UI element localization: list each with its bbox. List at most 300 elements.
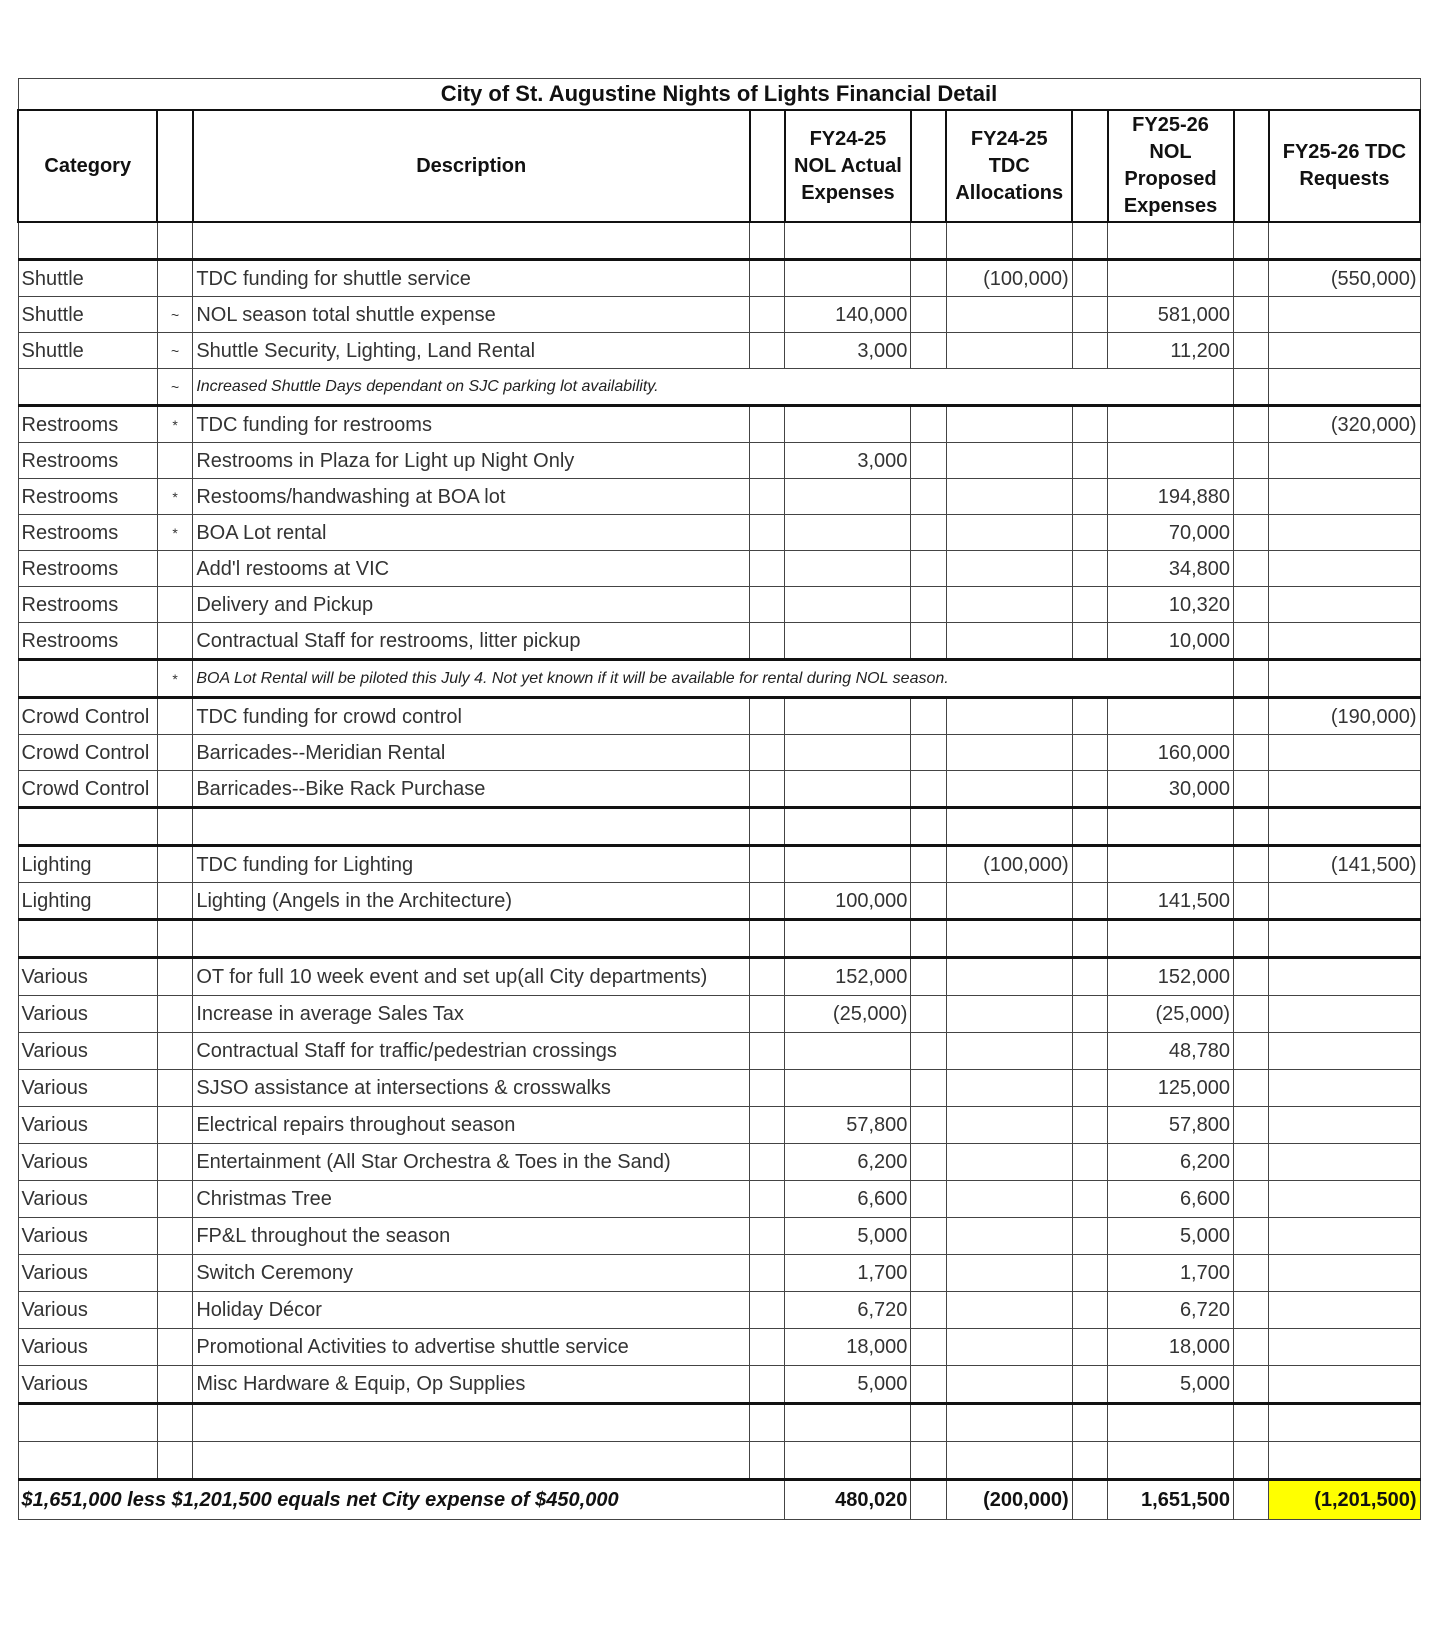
fy2526-tdc-cell [1269, 623, 1420, 660]
fy2526-proposed-cell: 1,700 [1108, 1255, 1234, 1292]
category-cell: Shuttle [18, 297, 157, 333]
fy2425-tdc-cell [946, 771, 1072, 808]
fy2526-proposed-cell: 125,000 [1108, 1070, 1234, 1107]
spacer-cell [1072, 260, 1107, 297]
spacer-cell [750, 1218, 785, 1255]
note-row [18, 369, 1420, 406]
description-cell: Restooms/handwashing at BOA lot [193, 479, 750, 515]
spacer-cell [1072, 1181, 1107, 1218]
empty-cell [18, 1442, 157, 1480]
row-marker [157, 883, 192, 920]
fy2526-proposed-cell: 57,800 [1108, 1107, 1234, 1144]
fy2526-proposed-cell: 10,320 [1108, 587, 1234, 623]
row-marker [157, 996, 192, 1033]
spacer-cell [1234, 479, 1269, 515]
fy2526-tdc-cell [1269, 1033, 1420, 1070]
spacer-cell [750, 260, 785, 297]
fy2425-tdc-cell [946, 1181, 1072, 1218]
empty-cell [1072, 1404, 1107, 1442]
spacer-cell [750, 406, 785, 443]
header-spacer [911, 110, 946, 222]
fy2425-actual-cell [785, 846, 911, 883]
spacer-cell [1234, 406, 1269, 443]
empty-cell [157, 1404, 192, 1442]
fy2526-proposed-cell: 11,200 [1108, 333, 1234, 369]
fy2526-tdc-cell [1269, 587, 1420, 623]
fy2425-actual-cell: 18,000 [785, 1329, 911, 1366]
fy2425-actual-cell [785, 479, 911, 515]
fy2526-proposed-cell [1108, 260, 1234, 297]
empty-cell [946, 1442, 1072, 1480]
fy2425-tdc-cell [946, 333, 1072, 369]
fy2425-tdc-cell: (100,000) [946, 260, 1072, 297]
empty-cell [946, 1404, 1072, 1442]
description-cell: Switch Ceremony [193, 1255, 750, 1292]
header-spacer [1072, 110, 1107, 222]
header-description: Description [193, 110, 750, 222]
spacer-cell [911, 515, 946, 551]
spacer-cell [750, 333, 785, 369]
fy2526-tdc-cell [1269, 958, 1420, 996]
spacer-cell [750, 1255, 785, 1292]
spacer-cell [1234, 515, 1269, 551]
totals-footnote: $1,651,000 less $1,201,500 equals net City expense of $450,000 [18, 1480, 785, 1520]
spacer-cell [1072, 846, 1107, 883]
header-spacer [750, 110, 785, 222]
fy2425-actual-cell [785, 515, 911, 551]
empty-cell [1108, 1404, 1234, 1442]
description-cell: Barricades--Meridian Rental [193, 735, 750, 771]
row-marker [157, 1218, 192, 1255]
fy2526-tdc-cell [1269, 996, 1420, 1033]
fy2425-tdc-cell [946, 479, 1072, 515]
spacer-cell [750, 1181, 785, 1218]
fy2526-proposed-cell: 152,000 [1108, 958, 1234, 996]
spacer-cell [1072, 1329, 1107, 1366]
spacer-cell [1234, 1255, 1269, 1292]
fy2425-actual-cell: 1,700 [785, 1255, 911, 1292]
description-cell: Entertainment (All Star Orchestra & Toes in the Sand) [193, 1144, 750, 1181]
spacer-cell [1072, 587, 1107, 623]
spacer-cell [1234, 771, 1269, 808]
spacer-cell [1072, 698, 1107, 735]
spacer-cell [750, 735, 785, 771]
spacer-cell [1234, 1329, 1269, 1366]
total-fy2526-tdc: (1,201,500) [1269, 1480, 1420, 1520]
empty-cell [1234, 1404, 1269, 1442]
table-row [18, 406, 1420, 443]
table-row [18, 260, 1420, 297]
spacer-cell [1072, 406, 1107, 443]
spacer-cell [1072, 1292, 1107, 1329]
empty-cell [1269, 920, 1420, 958]
spacer-cell [911, 297, 946, 333]
spacer-row [18, 1442, 1420, 1480]
fy2526-tdc-cell [1269, 1255, 1420, 1292]
spacer-cell [1234, 1480, 1269, 1520]
spacer-cell [1234, 587, 1269, 623]
category-cell: Various [18, 1292, 157, 1329]
category-cell: Crowd Control [18, 698, 157, 735]
description-cell: Contractual Staff for traffic/pedestrian crossings [193, 1033, 750, 1070]
spacer-cell [911, 1033, 946, 1070]
empty-cell [193, 1442, 750, 1480]
table-row [18, 1218, 1420, 1255]
category-cell: Various [18, 1329, 157, 1366]
spacer-cell [750, 1292, 785, 1329]
spacer-cell [1234, 1107, 1269, 1144]
spacer-cell [750, 996, 785, 1033]
fy2425-actual-cell [785, 260, 911, 297]
description-cell: Add'l restooms at VIC [193, 551, 750, 587]
spacer-cell [1234, 735, 1269, 771]
table-row [18, 587, 1420, 623]
description-cell: TDC funding for restrooms [193, 406, 750, 443]
spacer-cell [750, 1033, 785, 1070]
spacer-cell [1234, 623, 1269, 660]
category-cell [18, 369, 157, 406]
total-fy2425-actual: 480,020 [785, 1480, 911, 1520]
fy2526-proposed-cell [1108, 406, 1234, 443]
fy2425-tdc-cell [946, 1366, 1072, 1404]
row-marker [157, 1181, 192, 1218]
table-row [18, 698, 1420, 735]
fy2526-proposed-cell [1108, 443, 1234, 479]
fy2425-tdc-cell [946, 1070, 1072, 1107]
header-fy2526-proposed: FY25-26 NOL Proposed Expenses [1108, 110, 1234, 222]
header-category: Category [18, 110, 157, 222]
row-marker [157, 771, 192, 808]
row-marker [157, 735, 192, 771]
fy2425-tdc-cell [946, 1218, 1072, 1255]
empty-cell [157, 808, 192, 846]
fy2526-tdc-cell [1269, 1366, 1420, 1404]
fy2425-actual-cell: 5,000 [785, 1366, 911, 1404]
table-row [18, 551, 1420, 587]
spacer-cell [1072, 1218, 1107, 1255]
fy2425-tdc-cell [946, 551, 1072, 587]
fy2425-tdc-cell [946, 1255, 1072, 1292]
category-cell: Various [18, 1366, 157, 1404]
table-row [18, 333, 1420, 369]
category-cell: Crowd Control [18, 735, 157, 771]
description-cell: OT for full 10 week event and set up(all City departments) [193, 958, 750, 996]
row-marker [157, 260, 192, 297]
fy2526-tdc-cell [1269, 1144, 1420, 1181]
empty-cell [1269, 1404, 1420, 1442]
table-row [18, 846, 1420, 883]
row-marker: ~ [157, 333, 192, 369]
spacer-cell [1072, 958, 1107, 996]
fy2425-tdc-cell [946, 406, 1072, 443]
description-cell: Christmas Tree [193, 1181, 750, 1218]
spacer-cell [911, 1329, 946, 1366]
empty-cell [785, 920, 911, 958]
row-marker [157, 1070, 192, 1107]
description-cell: Shuttle Security, Lighting, Land Rental [193, 333, 750, 369]
description-cell: Restrooms in Plaza for Light up Night Only [193, 443, 750, 479]
fy2425-actual-cell: 100,000 [785, 883, 911, 920]
fy2526-tdc-cell [1269, 1107, 1420, 1144]
fy2526-tdc-cell: (141,500) [1269, 846, 1420, 883]
fy2425-tdc-cell [946, 1292, 1072, 1329]
empty-cell [1269, 369, 1420, 406]
empty-cell [750, 920, 785, 958]
spacer-cell [1234, 1144, 1269, 1181]
spacer-cell [911, 333, 946, 369]
category-cell: Lighting [18, 883, 157, 920]
spacer-cell [1234, 1181, 1269, 1218]
spacer-cell [911, 1292, 946, 1329]
row-marker [157, 1033, 192, 1070]
total-fy2425-tdc: (200,000) [946, 1480, 1072, 1520]
row-marker: ~ [157, 297, 192, 333]
fy2425-actual-cell [785, 735, 911, 771]
spacer-cell [1234, 846, 1269, 883]
empty-cell [193, 808, 750, 846]
fy2425-tdc-cell [946, 698, 1072, 735]
description-cell: Electrical repairs throughout season [193, 1107, 750, 1144]
fy2425-actual-cell: 152,000 [785, 958, 911, 996]
empty-cell [157, 1442, 192, 1480]
fy2526-proposed-cell: 141,500 [1108, 883, 1234, 920]
fy2425-actual-cell [785, 771, 911, 808]
spacer-cell [911, 443, 946, 479]
fy2425-actual-cell: 6,600 [785, 1181, 911, 1218]
empty-cell [1072, 1442, 1107, 1480]
row-marker [157, 443, 192, 479]
spacer-cell [911, 698, 946, 735]
spacer-cell [911, 1480, 946, 1520]
description-cell: Barricades--Bike Rack Purchase [193, 771, 750, 808]
spacer-cell [750, 587, 785, 623]
spacer-cell [1234, 1366, 1269, 1404]
total-fy2526-proposed: 1,651,500 [1108, 1480, 1234, 1520]
fy2526-tdc-cell [1269, 551, 1420, 587]
fy2425-actual-cell: 6,200 [785, 1144, 911, 1181]
empty-cell [785, 1442, 911, 1480]
empty-cell [1234, 1442, 1269, 1480]
spacer-row [18, 920, 1420, 958]
category-cell: Various [18, 996, 157, 1033]
empty-cell [750, 808, 785, 846]
row-marker [157, 846, 192, 883]
table-row [18, 443, 1420, 479]
table-row [18, 1033, 1420, 1070]
fy2526-proposed-cell [1108, 846, 1234, 883]
fy2526-tdc-cell: (550,000) [1269, 260, 1420, 297]
empty-cell [785, 1404, 911, 1442]
spacer-cell [1234, 333, 1269, 369]
fy2425-actual-cell: 57,800 [785, 1107, 911, 1144]
description-cell: FP&L throughout the season [193, 1218, 750, 1255]
category-cell: Restrooms [18, 479, 157, 515]
category-cell: Restrooms [18, 551, 157, 587]
empty-cell [1108, 1442, 1234, 1480]
empty-cell [785, 808, 911, 846]
row-marker [157, 1366, 192, 1404]
category-cell: Various [18, 1255, 157, 1292]
fy2425-actual-cell [785, 698, 911, 735]
fy2526-proposed-cell: 5,000 [1108, 1366, 1234, 1404]
spacer-cell [1234, 551, 1269, 587]
spacer-cell [750, 1366, 785, 1404]
table-row [18, 958, 1420, 996]
row-marker [157, 1144, 192, 1181]
spacer-cell [1072, 735, 1107, 771]
category-cell: Restrooms [18, 623, 157, 660]
empty-cell [18, 808, 157, 846]
empty-cell [911, 1404, 946, 1442]
row-marker: * [157, 479, 192, 515]
category-cell: Various [18, 1033, 157, 1070]
spacer-cell [911, 260, 946, 297]
spacer-cell [1234, 1292, 1269, 1329]
table-row [18, 996, 1420, 1033]
category-cell: Shuttle [18, 333, 157, 369]
spacer-cell [1234, 1070, 1269, 1107]
page-title: City of St. Augustine Nights of Lights Financial Detail [18, 79, 1420, 111]
fy2526-tdc-cell [1269, 333, 1420, 369]
empty-cell [1269, 808, 1420, 846]
spacer-cell [750, 1144, 785, 1181]
spacer-cell [1072, 1255, 1107, 1292]
description-cell: Delivery and Pickup [193, 587, 750, 623]
spacer-cell [1072, 1480, 1107, 1520]
table-row [18, 1181, 1420, 1218]
empty-cell [750, 1442, 785, 1480]
spacer-cell [911, 1255, 946, 1292]
spacer-cell [1072, 297, 1107, 333]
row-marker [157, 623, 192, 660]
category-cell: Restrooms [18, 406, 157, 443]
row-marker [157, 587, 192, 623]
table-row [18, 883, 1420, 920]
category-cell: Shuttle [18, 260, 157, 297]
fy2425-actual-cell: 140,000 [785, 297, 911, 333]
fy2526-proposed-cell: 160,000 [1108, 735, 1234, 771]
category-cell: Various [18, 1107, 157, 1144]
empty-cell [1234, 660, 1269, 698]
spacer-cell [1072, 479, 1107, 515]
description-cell: BOA Lot rental [193, 515, 750, 551]
note-marker: ~ [157, 369, 192, 406]
spacer-row [18, 1404, 1420, 1442]
fy2526-proposed-cell: 194,880 [1108, 479, 1234, 515]
description-cell: Promotional Activities to advertise shuttle service [193, 1329, 750, 1366]
table-row [18, 735, 1420, 771]
spacer-cell [911, 735, 946, 771]
table-row [18, 1144, 1420, 1181]
category-cell: Various [18, 1218, 157, 1255]
spacer-cell [750, 297, 785, 333]
spacer-cell [750, 623, 785, 660]
spacer-cell [1234, 698, 1269, 735]
fy2425-tdc-cell [946, 883, 1072, 920]
table-row [18, 297, 1420, 333]
spacer-cell [750, 846, 785, 883]
fy2526-proposed-cell: 30,000 [1108, 771, 1234, 808]
empty-cell [1234, 808, 1269, 846]
spacer-cell [911, 1366, 946, 1404]
note-marker: * [157, 660, 192, 698]
spacer-cell [1072, 996, 1107, 1033]
table-row [18, 623, 1420, 660]
spacer-cell [911, 771, 946, 808]
spacer-cell [750, 771, 785, 808]
fy2425-actual-cell [785, 406, 911, 443]
fy2526-proposed-cell: 18,000 [1108, 1329, 1234, 1366]
spacer-cell [1072, 1033, 1107, 1070]
fy2526-proposed-cell: 6,720 [1108, 1292, 1234, 1329]
spacer-cell [1234, 1218, 1269, 1255]
fy2526-proposed-cell: 581,000 [1108, 297, 1234, 333]
spacer-cell [911, 1144, 946, 1181]
table-row [18, 1070, 1420, 1107]
spacer-cell [1072, 771, 1107, 808]
fy2425-tdc-cell [946, 735, 1072, 771]
description-cell: Holiday Décor [193, 1292, 750, 1329]
fy2526-tdc-cell: (190,000) [1269, 698, 1420, 735]
fy2425-tdc-cell [946, 623, 1072, 660]
fy2425-tdc-cell: (100,000) [946, 846, 1072, 883]
fy2526-proposed-cell: 6,200 [1108, 1144, 1234, 1181]
empty-cell [946, 808, 1072, 846]
header-fy2425-tdc: FY24-25 TDC Allocations [946, 110, 1072, 222]
fy2425-actual-cell: (25,000) [785, 996, 911, 1033]
row-marker: * [157, 515, 192, 551]
financial-detail-table [17, 78, 1421, 1520]
description-cell: NOL season total shuttle expense [193, 297, 750, 333]
fy2425-actual-cell: 3,000 [785, 333, 911, 369]
fy2425-actual-cell [785, 1070, 911, 1107]
empty-cell [157, 920, 192, 958]
spacer-cell [911, 406, 946, 443]
empty-cell [193, 1404, 750, 1442]
note-row [18, 660, 1420, 698]
fy2425-actual-cell [785, 587, 911, 623]
row-marker [157, 1255, 192, 1292]
fy2526-tdc-cell [1269, 1218, 1420, 1255]
description-cell: Contractual Staff for restrooms, litter pickup [193, 623, 750, 660]
fy2425-tdc-cell [946, 587, 1072, 623]
category-cell: Restrooms [18, 443, 157, 479]
spacer-cell [750, 443, 785, 479]
table-row [18, 1292, 1420, 1329]
empty-cell [911, 920, 946, 958]
fy2425-tdc-cell [946, 443, 1072, 479]
spacer-cell [911, 958, 946, 996]
spacer-cell [1072, 883, 1107, 920]
row-marker [157, 1107, 192, 1144]
fy2526-proposed-cell: 34,800 [1108, 551, 1234, 587]
table-row [18, 1107, 1420, 1144]
spacer-cell [1072, 1144, 1107, 1181]
description-cell: SJSO assistance at intersections & crosswalks [193, 1070, 750, 1107]
category-cell: Lighting [18, 846, 157, 883]
fy2526-tdc-cell [1269, 1070, 1420, 1107]
spacer-cell [911, 479, 946, 515]
fy2425-actual-cell [785, 551, 911, 587]
table-row [18, 1255, 1420, 1292]
spacer-cell [1072, 623, 1107, 660]
row-marker: * [157, 406, 192, 443]
spacer-cell [911, 1070, 946, 1107]
fy2526-tdc-cell [1269, 1181, 1420, 1218]
description-cell: Lighting (Angels in the Architecture) [193, 883, 750, 920]
spacer-cell [750, 479, 785, 515]
spacer-cell [1234, 297, 1269, 333]
